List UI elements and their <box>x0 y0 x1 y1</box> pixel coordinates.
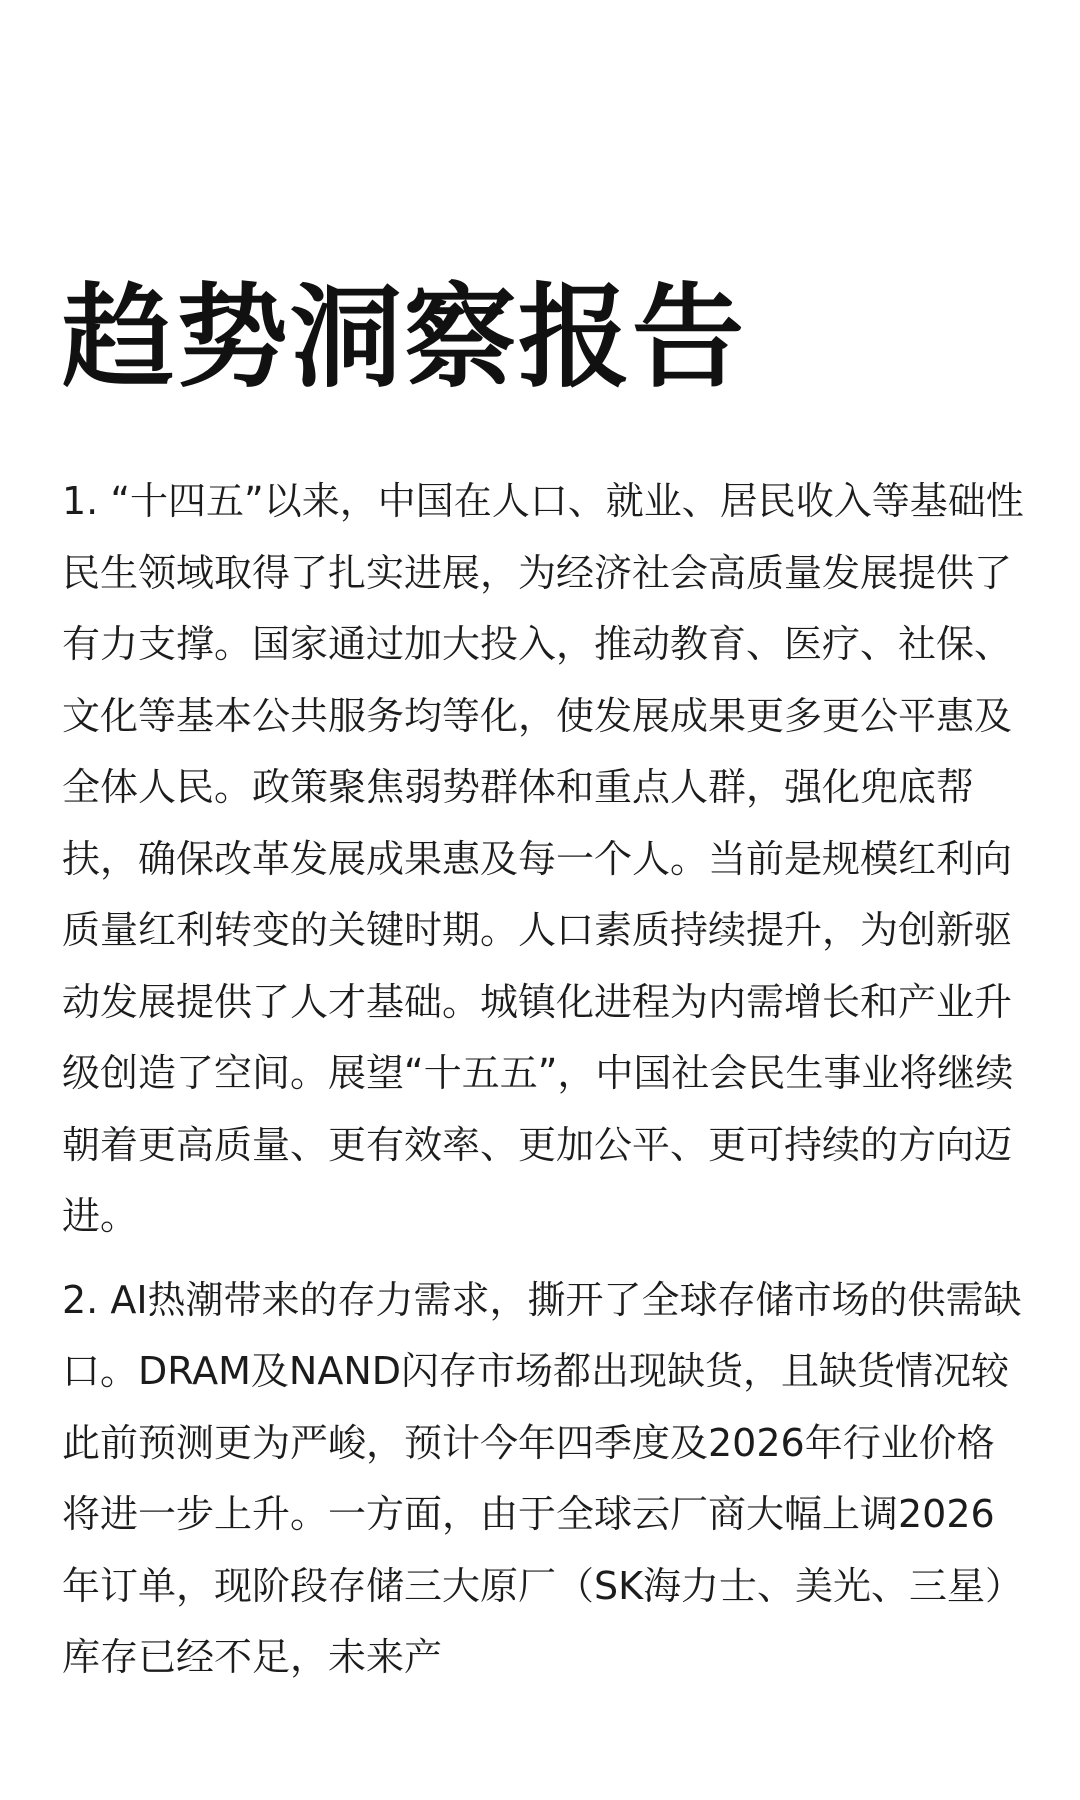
report-title: 趋势洞察报告 <box>62 273 746 403</box>
paragraph-2: 2. AI热潮带来的存力需求，撕开了全球存储市场的供需缺口。DRAM及NAND闪存市场都出现缺货，且缺货情况较此前预测更为严峻，预计今年四季度及2026年行业价格将进一步上升。一方面，由于全球云厂商大幅上调2026年订单，现阶段存储三大原厂（SK海力士、美光、三星）库存已经不足，未来产 <box>62 1277 1024 1679</box>
paragraph-1: 1. “十四五”以来，中国在人口、就业、居民收入等基础性民生领域取得了扎实进展，为经济社会高质量发展提供了有力支撑。国家通过加大投入，推动教育、医疗、社保、文化等基本公共服务均等化，使发展成果更多更公平惠及全体人民。政策聚焦弱势群体和重点人群，强化兜底帮扶，确保改革发展成果惠及每一个人。当前是规模红利向质量红利转变的关键时期。人口素质持续提升，为创新驱动发展提供了人才基础。城镇化进程为内需增长和产业升级创造了空间。展望“十五五”，中国社会民生事业将继续朝着更高质量、更有效率、更加公平、更可持续的方向迈进。 <box>62 479 1024 1238</box>
